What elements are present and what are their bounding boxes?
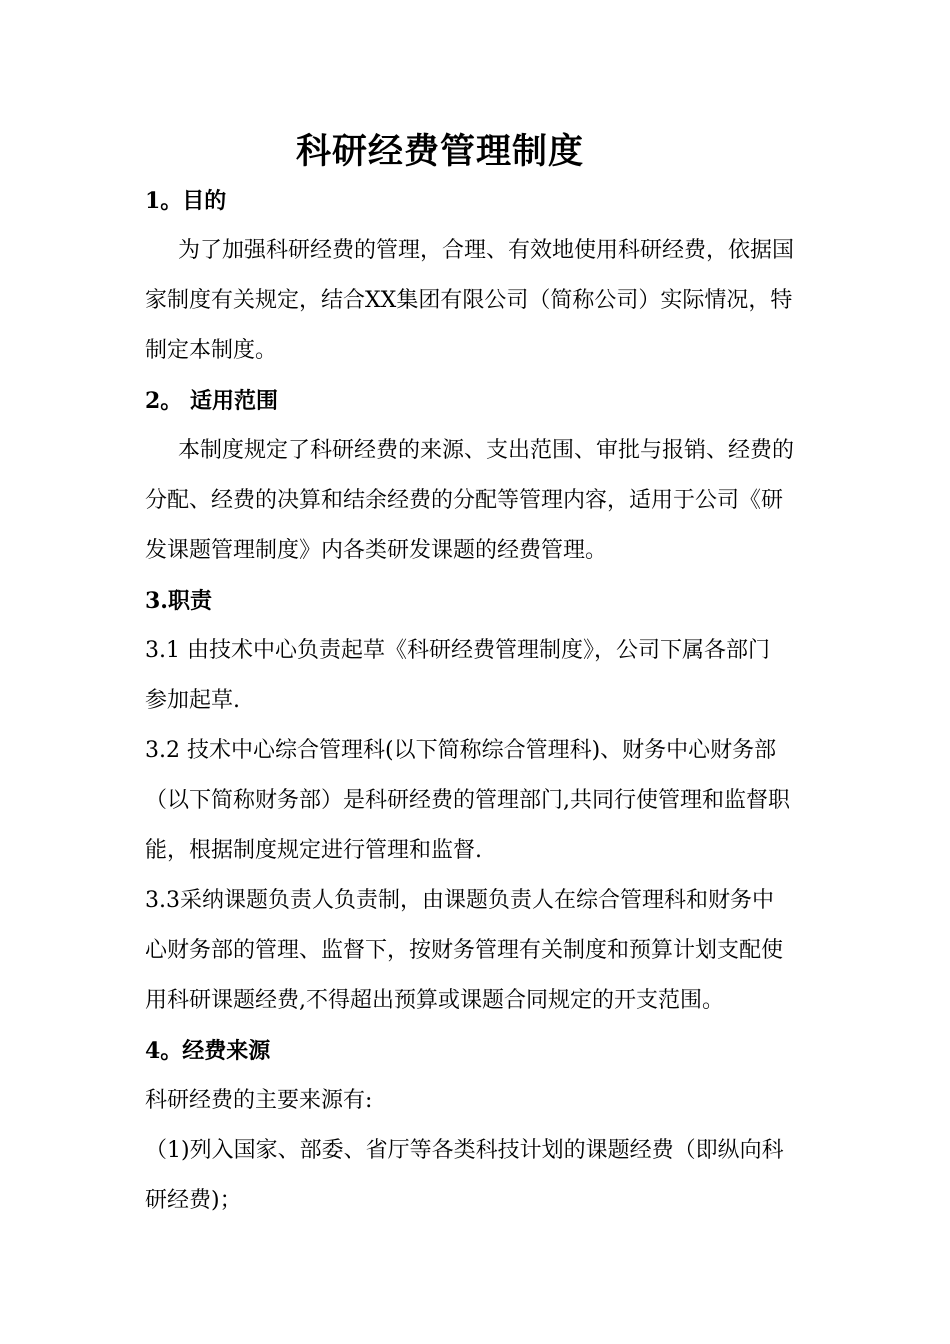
paragraph-line: 3.1 由技术中心负责起草《科研经费管理制度》，公司下属各部门 (145, 638, 770, 663)
section-heading-funding-sources: 4。经费来源 (145, 1038, 271, 1064)
paragraph-line: 3.2 技术中心综合管理科(以下简称综合管理科)、财务中心财务部 (145, 738, 777, 763)
paragraph-line: 本制度规定了科研经费的来源、支出范围、审批与报销、经费的 (178, 438, 795, 463)
paragraph-line: 参加起草. (145, 688, 240, 713)
paragraph-line: 研经费)； (145, 1188, 242, 1213)
paragraph-line: 制定本制度。 (145, 338, 278, 363)
paragraph-line: 发课题管理制度》内各类研发课题的经费管理。 (145, 538, 608, 563)
paragraph-line: 心财务部的管理、监督下，按财务管理有关制度和预算计划支配使 (145, 938, 784, 963)
paragraph-line: 家制度有关规定，结合XX集团有限公司（简称公司）实际情况，特 (145, 288, 793, 313)
paragraph-line: 科研经费的主要来源有: (145, 1088, 373, 1113)
paragraph-line: 能，根据制度规定进行管理和监督. (145, 838, 482, 863)
paragraph-line: 为了加强科研经费的管理，合理、有效地使用科研经费，依据国 (178, 238, 795, 263)
paragraph-line: 分配、经费的决算和结余经费的分配等管理内容，适用于公司《研 (145, 488, 784, 513)
document-title: 科研经费管理制度 (295, 131, 584, 172)
section-heading-responsibilities: 3.职责 (145, 588, 212, 614)
section-heading-scope: 2。 适用范围 (145, 388, 278, 414)
paragraph-line: 3.3采纳课题负责人负责制，由课题负责人在综合管理科和财务中 (145, 888, 774, 913)
paragraph-line: 用科研课题经费,不得超出预算或课题合同规定的开支范围。 (145, 988, 724, 1013)
paragraph-line: （1)列入国家、部委、省厅等各类科技计划的课题经费（即纵向科 (145, 1138, 784, 1163)
section-heading-purpose: 1。目的 (145, 188, 227, 214)
paragraph-line: （以下简称财务部）是科研经费的管理部门,共同行使管理和监督职 (145, 788, 790, 813)
